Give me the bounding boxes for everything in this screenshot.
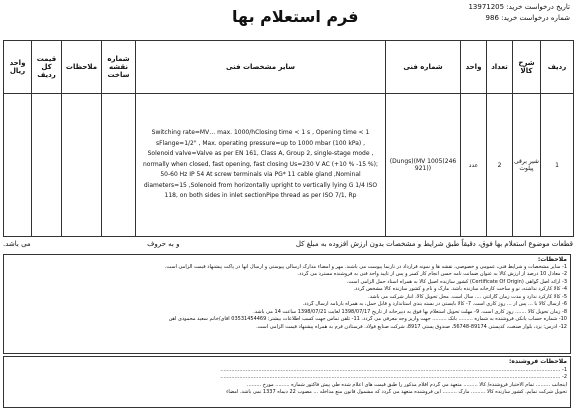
terms-line: 6- ارسال کالا با ... پس از ... روز کاری است. 7- کالا بایستی در بسته بندی استاندارد و قابل حمل، به همراه بارنامه ارسال گردد.	[302, 301, 567, 307]
total-note-words: و به حروف	[147, 240, 180, 248]
cell-drawing-number	[102, 94, 136, 237]
spec-line: normally when closed, fast opening, fast closing Us=230 V AC (+10 % -15 %);	[142, 160, 378, 168]
spec-line: Switching rate=MV… max. 1000/hClosing time < 1 s , Opening time < 1	[151, 129, 370, 137]
total-note-end: می باشد.	[3, 240, 31, 248]
seller-line: اینجانب ......... تمام الاختیار فروشنده/ کالا ......... متعهد می گردم اقلام مذکور را طبق قیمت های اعلام شده طی پیش فاکتور شماره ......... مورخ .........	[246, 381, 567, 388]
col-total-price: واحد ریال	[4, 41, 32, 94]
terms-line: 3- ارائه اصل گواهی (Certificate Of Origin) کشور سازنده اصیل کالا به همراه اسناد حمل الزامی است.	[346, 278, 567, 285]
request-number: شماره درخواست خرید: 986	[485, 14, 570, 22]
spec-line: 118, on both sides in inlet sectionPipe thread as per ISO 7/1, Rp	[164, 192, 357, 200]
terms-line: 8- زمان تحویل کالا ....... روز کاری است. 9- مهلت تحویل استعلام بها فوق به دبیرخانه از تاریخ 1398/07/17 لغایت 1398/07/21 ساعت 14 می باشد.	[253, 308, 567, 315]
col-unit: واحد	[461, 41, 487, 94]
spec-line: Solenoid valve=Valve as per EN 161, Class A, Group 2, single-stage mode ,	[147, 150, 374, 158]
seller-line: 2- ......................................................................................................................................................................................................................	[220, 374, 567, 380]
table-row	[4, 94, 574, 237]
cell-total-price	[4, 94, 32, 237]
col-quantity: تعداد	[487, 41, 513, 94]
terms-box	[3, 254, 571, 354]
terms-line: 4- کالا کارکرد نداشته، نو و ساخت کارخانه سازنده باشد. مارک و نام و کشور سازنده کالا مشخص گردد.	[353, 286, 567, 292]
table-header-row	[4, 41, 574, 94]
seller-box	[3, 356, 571, 408]
request-meta	[468, 2, 570, 24]
terms-line: 10- شماره حساب بانکی فروشنده به شماره ......... بانک ......... جهت واریز وجه معرفی می گردد. 11- تلفن تماس جهت کسب اطلاعات بیشتر: 03531454469 آقای/خانم سعید محمودی آهن	[168, 316, 567, 322]
items-table	[3, 40, 574, 237]
col-tech-number: شماره فنی	[386, 41, 461, 94]
cell-row: 1	[541, 94, 574, 237]
seller-line: تحویل شرکت نمایم. کشور سازنده کالا ......... مارک ......... این فروشنده متعهد می گردد که مشمول قانون منع مداخله ... مصوب 22 دیماه 1337 نمی باشد. امضاء	[226, 389, 567, 395]
col-specs: سایر مشخصات فنی	[136, 41, 386, 94]
spec-line: sFlange=1/2" , Max. operating pressure=up to 1000 mbar (100 kPa) ,	[155, 139, 366, 147]
terms-title: ملاحظات:	[537, 256, 567, 263]
col-remarks: ملاحظات	[62, 41, 102, 94]
seller-line: 1- ......................................................................................................................................................................................................................	[220, 366, 567, 373]
cell-tech-number: (Dungs)(MV 1005(246 921))	[386, 94, 461, 237]
terms-line: 12- آدرس: یزد، بلوار صنعت، کدپستی 89174-56748، صندوق پستی 8917، شرکت صنایع فولاد. فرستادن فرم به همراه پیشنهاد قیمت الزامی است.	[256, 323, 567, 330]
terms-line: 2- معادل 10 درصد از ارزش کالا به عنوان ضمانت نامه حسن انجام کار کسر و پس از تایید واحد فنی به فروشنده مسترد می گردد.	[297, 271, 567, 277]
header	[0, 0, 576, 40]
spec-line: 50-60 Hz IP 54 At screw terminals via PG* 11 cable gland ,Nominal	[160, 171, 361, 179]
cell-unit: عدد	[461, 94, 487, 237]
col-unit-price: قیمت کل ردیف	[32, 41, 62, 94]
cell-remarks	[62, 94, 102, 237]
cell-specs	[136, 94, 386, 237]
col-item-type: شرح کالا	[513, 41, 541, 94]
total-note-text: قطعات موضوع استعلام بها فوق، دقیقاً طبق شرایط و مشخصات بدون ارزش افزوده به مبلغ کل	[295, 240, 573, 248]
col-row: ردیف	[541, 41, 574, 94]
cell-item-type: شیر برقی پیلوت	[513, 94, 541, 237]
total-note	[3, 240, 573, 248]
seller-title: ملاحظات فروشنده:	[509, 358, 567, 365]
terms-line: 1- سایر مشخصات و شرایط فنی، عمومی و خصوصی، نقشه ها و نمونه قرارداد در تارنما پیوست می باشند. مهر و امضاء مدارک ارسالی پیوستی و ارسال آنها در پاکت پیشنهاد قیمت الزامی است.	[164, 263, 567, 270]
cell-unit-price	[32, 94, 62, 237]
page-title: فرم استعلام بها	[232, 7, 359, 26]
spec-line: diameters=15 ,Solenoid from horizontally upright to vertically lying G 1/4 ISO	[143, 181, 378, 189]
col-drawing-number: شماره نقشه ساخت	[102, 41, 136, 94]
terms-line: 5- کالا کارکرد ندارد و مدت زمان گارانتی .... سال است. محل تحویل کالا، انبار شرکت می باشد.	[368, 293, 567, 300]
cell-quantity: 2	[487, 94, 513, 237]
request-date: تاریخ درخواست خرید: 13971205	[468, 3, 570, 11]
